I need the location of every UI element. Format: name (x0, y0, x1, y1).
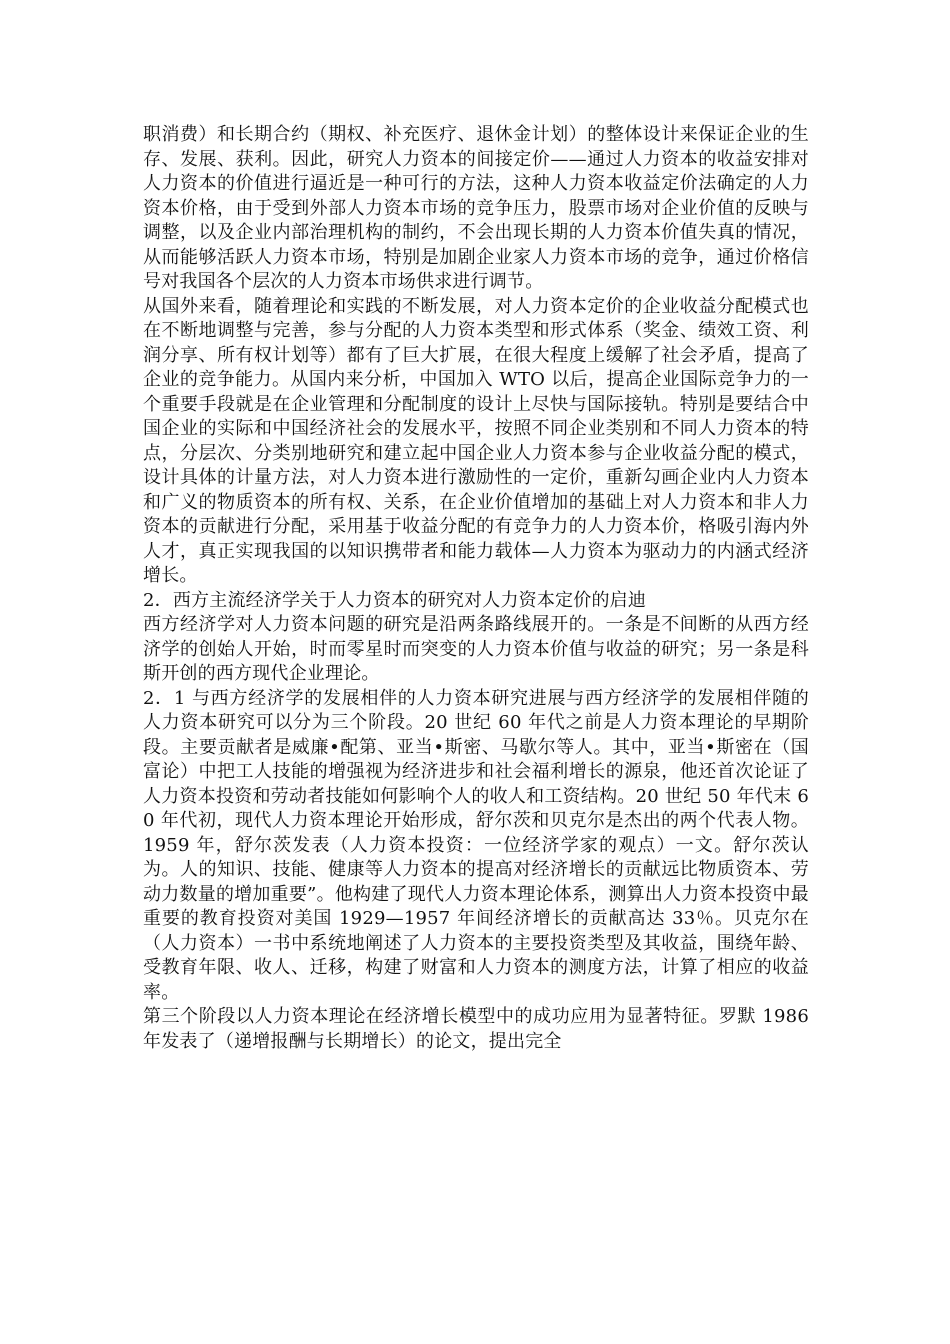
paragraph: 第三个阶段以人力资本理论在经济增长模型中的成功应用为显著特征。罗默 1986 年发表了（递增报酬与长期增长）的论文，提出完全 (143, 1006, 809, 1052)
document-body (143, 123, 809, 1054)
paragraph: 从国外来看，随着理论和实践的不断发展，对人力资本定价的企业收益分配模式也在不断地调整与完善，参与分配的人力资本类型和形式体系（奖金、绩效工资、利润分享、所有权计划等）都有了巨大扩展，在很大程度上缓解了社会矛盾，提高了企业的竞争能力。从国内来分析，中国加入 WTO 以后，提高企业国际竞争力的一个重要手段就是在企业管理和分配制度的设计上尽快与国际接轨。特别是要结合中国企业的实际和中国经济社会的发展水平，按照不同企业类别和不同人力资本的特点，分层次、分类别地研究和建立起中国企业人力资本参与企业收益分配的模式，设计具体的计量方法，对人力资本进行激励性的一定价，重新勾画企业内人力资本和广义的物质资本的所有权、关系，在企业价值增加的基础上对人力资本和非人力资本的贡献进行分配，采用基于收益分配的有竞争力的人力资本价，格吸引海内外人才，真正实现我国的以知识携带者和能力载体—人力资本为驱动力的内涵式经济增长。 (143, 295, 809, 586)
paragraph: 西方经济学对人力资本问题的研究是沿两条路线展开的。一条是不间断的从西方经济学的创始人开始，时而零星时而突变的人力资本价值与收益的研究；另一条是科斯开创的西方现代企业理论。 (143, 614, 809, 684)
paragraph: 2．1 与西方经济学的发展相伴的人力资本研究进展与西方经济学的发展相伴随的人力资本研究可以分为三个阶段。20 世纪 60 年代之前是人力资本理论的早期阶段。主要贡献者是威廉•配第、亚当•斯密、马歇尔等人。其中，亚当•斯密在（国富论）中把工人技能的增强视为经济进步和社会福利增长的源泉，他还首次论证了人力资本投资和劳动者技能如何影响个人的收人和工资结构。20 世纪 50 年代末 60 年代初，现代人力资本理论开始形成，舒尔茨和贝克尔是杰出的两个代表人物。1959 年，舒尔茨发表（人力资本投资：一位经济学家的观点）一文。舒尔茨认为。人的知识、技能、健康等人力资本的提高对经济增长的贡献远比物质资本、劳动力数量的增加重要”。他构建了现代人力资本理论体系，测算出人力资本投资中最重要的教育投资对美国 1929—1957 年间经济增长的贡献高达 33％。贝克尔在（人力资本）一书中系统地阐述了人力资本的主要投资类型及其收益，围绕年龄、受教育年限、收人、迁移，构建了财富和人力资本的测度方法，计算了相应的收益率。 (143, 687, 809, 1003)
section-heading: 2．西方主流经济学关于人力资本的研究对人力资本定价的启迪 (143, 589, 647, 611)
paragraph: 职消费）和长期合约（期权、补充医疗、退休金计划）的整体设计来保证企业的生存、发展、获利。因此，研究人力资本的间接定价——通过人力资本的收益安排对人力资本的价值进行逼近是一种可行的方法，这种人力资本收益定价法确定的人力资本价格，由于受到外部人力资本市场的竞争压力，股票市场对企业价值的反映与调整，以及企业内部治理机构的制约，不会出现长期的人力资本价值失真的情况，从而能够活跃人力资本市场，特别是加剧企业家人力资本市场的竞争，通过价格信号对我国各个层次的人力资本市场供求进行调节。 (143, 124, 809, 292)
